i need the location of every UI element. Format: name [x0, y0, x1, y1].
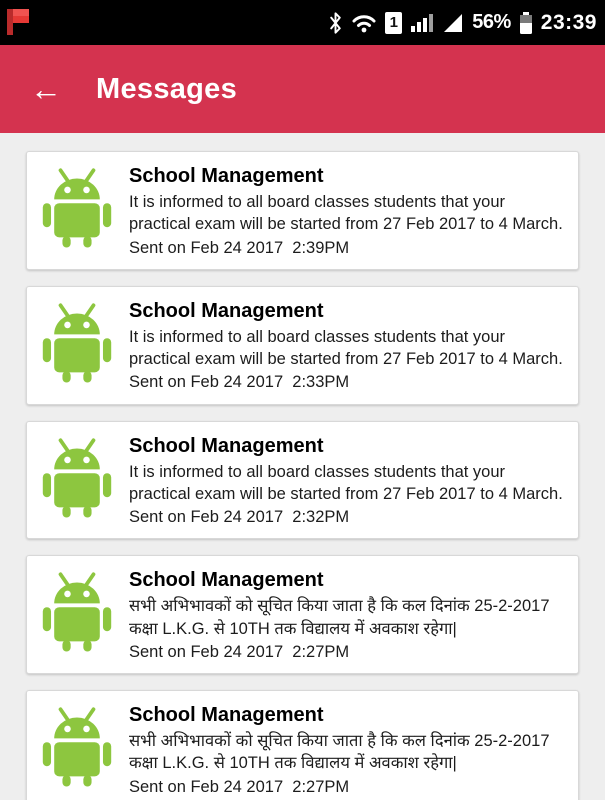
battery-icon — [519, 11, 533, 35]
message-card[interactable] — [26, 421, 579, 540]
sim-1-icon: 1 — [385, 12, 402, 34]
android-robot-icon — [39, 165, 117, 254]
bluetooth-icon — [328, 12, 343, 34]
message-card[interactable] — [26, 286, 579, 405]
page-title: Messages — [96, 72, 238, 105]
message-card[interactable] — [26, 690, 579, 800]
message-card[interactable] — [26, 151, 579, 270]
message-card[interactable] — [26, 555, 579, 674]
message-sender: School Management — [129, 299, 324, 322]
app-bar — [0, 45, 605, 133]
message-texts — [129, 433, 564, 529]
message-sender: School Management — [129, 165, 324, 187]
message-texts — [129, 163, 564, 259]
message-sender: School Management — [129, 704, 324, 727]
message-body: It is informed to all board classes students that your practical exam will be started from 27 Feb 2017 to 4 March. — [129, 462, 563, 503]
message-texts — [129, 298, 564, 394]
message-timestamp: Sent on Feb 24 2017 2:33PM — [129, 373, 350, 392]
wifi-icon — [351, 12, 377, 34]
status-bar-right — [328, 11, 597, 35]
message-list — [0, 133, 605, 800]
message-body: सभी अभिभावकों को सूचित किया जाता है कि कल दिनांक 25-2-2017 कक्षा L.K.G. से 10TH तक विद्यालय में अवकाश रहेगा| — [129, 597, 550, 638]
message-timestamp: Sent on Feb 24 2017 2:39PM — [129, 238, 350, 257]
battery-percent-label: 56% — [472, 11, 511, 33]
status-bar — [0, 0, 605, 45]
message-body: It is informed to all board classes students that your practical exam will be started from 27 Feb 2017 to 4 March. — [129, 193, 563, 234]
message-timestamp: Sent on Feb 24 2017 2:32PM — [129, 508, 350, 527]
back-button[interactable]: ← — [24, 65, 68, 113]
message-timestamp: Sent on Feb 24 2017 2:27PM — [129, 777, 350, 796]
signal-bars-icon — [410, 12, 434, 34]
message-sender: School Management — [129, 434, 324, 457]
message-texts — [129, 702, 564, 798]
clock-label: 23:39 — [540, 10, 597, 34]
message-body: It is informed to all board classes students that your practical exam will be started from 27 Feb 2017 to 4 March. — [129, 327, 563, 369]
android-robot-icon — [39, 300, 117, 389]
status-bar-left — [4, 7, 34, 39]
message-body: सभी अभिभावकों को सूचित किया जाता है कि कल दिनांक 25-2-2017 कक्षा L.K.G. से 10TH तक विद्यालय में अवकाश रहेगा| — [129, 732, 550, 773]
message-texts — [129, 567, 564, 663]
flag-icon — [4, 7, 34, 39]
android-robot-icon — [39, 435, 117, 524]
message-timestamp: Sent on Feb 24 2017 2:27PM — [129, 642, 350, 661]
message-sender: School Management — [129, 569, 324, 592]
signal-bars2-icon — [442, 12, 464, 34]
android-robot-icon — [39, 569, 117, 658]
android-robot-icon — [39, 704, 117, 793]
